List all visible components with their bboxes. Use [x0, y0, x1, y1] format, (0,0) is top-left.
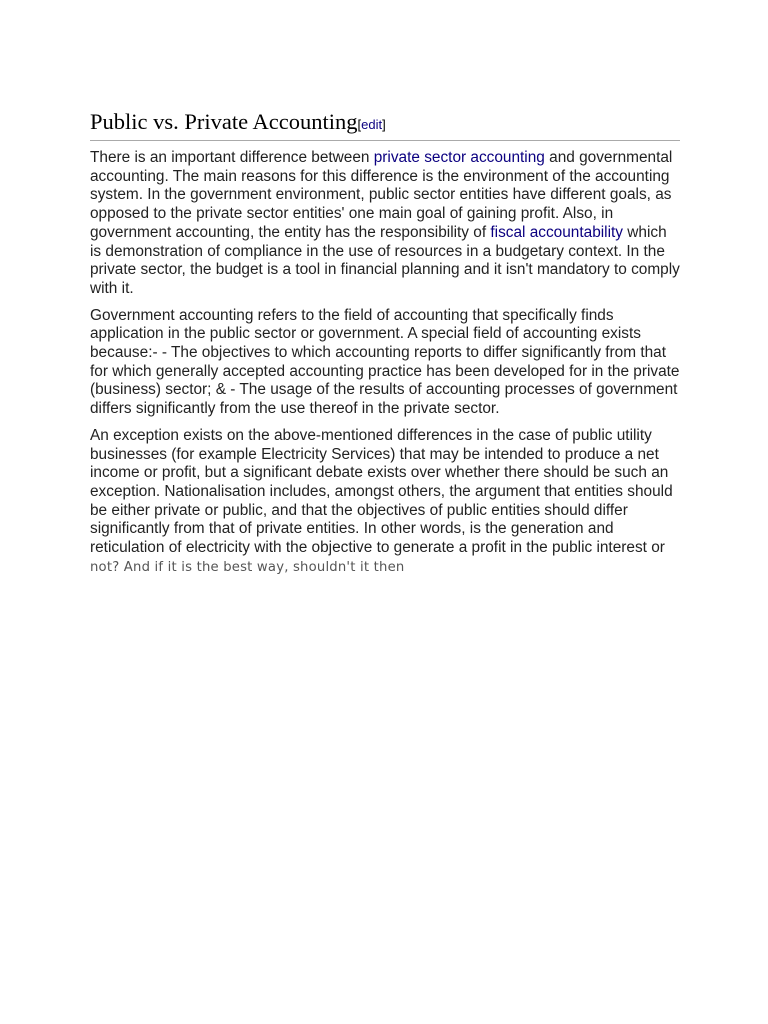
- paragraph-text: An exception exists on the above-mentioned differences in the case of public utility businesses (for example Electricity Services) that may be intended to produce a net income or profit, but a significant debate exists over whether there should be such an exception. Nationalisation includes, amongst others, the argument that entities should be either private or public, and that the objectives of public entities should differ significantly from that of private entities. In other words, is the generation and reticulation of electricity with the objective to generate a profit in the public interest or: [90, 426, 673, 557]
- paragraph-3: [90, 427, 680, 578]
- paragraph-tail-text: not? And if it is the best way, shouldn't it then: [90, 559, 405, 575]
- section-heading: [90, 108, 680, 141]
- edit-bracket-close: ]: [382, 117, 386, 132]
- paragraph-1: [90, 149, 680, 299]
- private-sector-accounting-link[interactable]: private sector accounting: [373, 149, 545, 166]
- paragraph-text: which is demonstration of compliance in the use of resources in a budgetary context. In the private sector, the budget is a tool in financial planning and it isn't mandatory to comply with it.: [90, 223, 680, 297]
- edit-bracket-open: [: [357, 117, 362, 132]
- paragraph-2: Government accounting refers to the field of accounting that specifically finds application in the public sector or government. A special field of accounting exists because:- - The objectives to which accounting reports to differ significantly from that for which generally accepted accounting practice has been developed for in the private (business) sector; & - The usage of the results of accounting processes of government differs significantly from the use thereof in the private sector.: [90, 306, 680, 418]
- fiscal-accountability-link[interactable]: fiscal accountability: [490, 223, 623, 241]
- edit-section: [357, 117, 385, 132]
- edit-link[interactable]: edit: [361, 117, 383, 132]
- article-section: [90, 108, 680, 585]
- section-title: Public vs. Private Accounting: [90, 109, 358, 134]
- paragraph-text: There is an important difference between: [90, 149, 374, 166]
- paragraph-text: and governmental accounting. The main reasons for this difference is the environment of the accounting system. In the government environment, public sector entities have different goals, as opposed to the private sector entities' one main goal of gaining profit. Also, in government accounting, the entity has the responsibility of: [90, 149, 673, 241]
